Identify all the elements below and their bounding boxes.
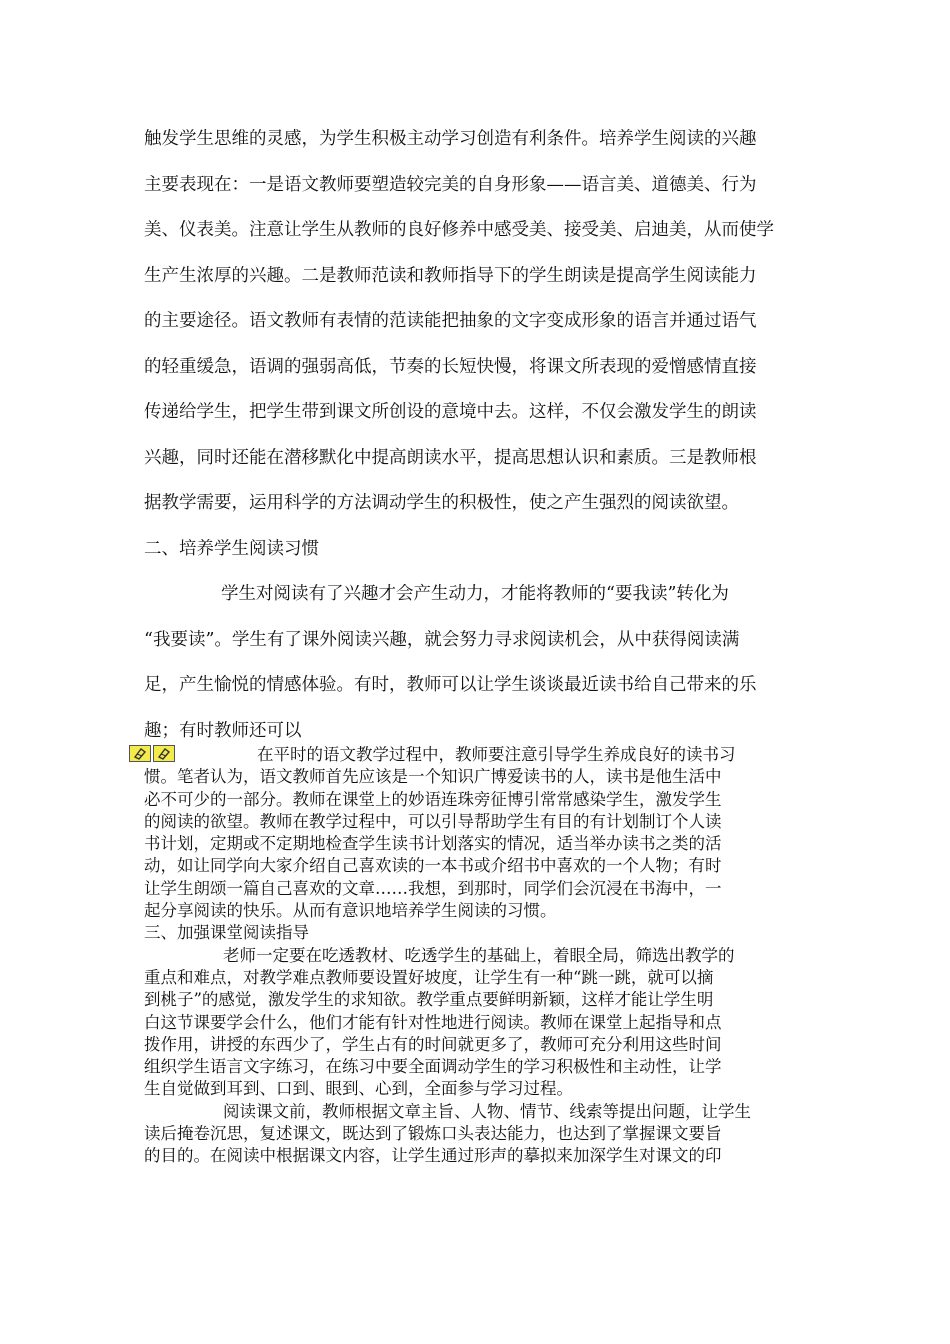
paragraph-line: 重点和难点，对教学难点教师要设置好坡度，让学生有一种“跳一跳，就可以摘 (144, 967, 714, 987)
paragraph-line: 的阅读的欲望。教师在教学过程中，可以引导帮助学生有目的有计划制订个人读 (144, 811, 722, 831)
section-heading: 二、培养学生阅读习惯 (144, 538, 319, 559)
paragraph-line: 美、仪表美。注意让学生从教师的良好修养中感受美、接受美、启迪美，从而使学 (144, 220, 774, 240)
paragraph-line: 趣；有时教师还可以 (144, 720, 302, 741)
paragraph-line: 据教学需要，运用科学的方法调动学生的积极性，使之产生强烈的阅读欲望。 (144, 493, 739, 513)
paragraph-line: 的目的。在阅读中根据课文内容，让学生通过形声的摹拟来加深学生对课文的印 (144, 1146, 722, 1166)
paragraph-line: 动，如让同学向大家介绍自己喜欢读的一本书或介绍书中喜欢的一个人物；有时 (144, 856, 722, 876)
upper-section (144, 117, 812, 754)
paragraph-line: 白这节课要学会什么，他们才能有针对性地进行阅读。教师在课堂上起指导和点 (144, 1012, 722, 1032)
paragraph-line: 在平时的语文教学过程中，教师要注意引导学生养成良好的读书习 (257, 745, 736, 764)
paragraph-line: 惯。笔者认为，语文教师首先应该是一个知识广博爱读书的人，读书是他生活中 (144, 767, 722, 787)
paragraph-line: 阅读课文前，教师根据文章主旨、人物、情节、线索等提出问题，让学生 (223, 1101, 751, 1121)
paragraph-line: 兴趣，同时还能在潜移默化中提高朗读水平，提高思想认识和素质。三是教师根 (144, 447, 757, 468)
paragraph-line: 触发学生思维的灵感，为学生积极主动学习创造有利条件。培养学生阅读的兴趣 (144, 129, 757, 149)
paragraph-line: 的轻重缓急，语调的强弱高低，节奏的长短快慢，将课文所表现的爱憎感情直接 (144, 356, 757, 377)
paragraph-line: 拨作用，讲授的东西少了，学生占有的时间就更多了，教师可充分利用这些时间 (144, 1034, 722, 1054)
paragraph-line: 读后掩卷沉思，复述课文，既达到了锻炼口头表达能力，也达到了掌握课文要旨 (144, 1124, 722, 1144)
paragraph-line: 生自觉做到耳到、口到、眼到、心到，全面参与学习过程。 (144, 1079, 573, 1099)
paragraph-line: 的主要途径。语文教师有表情的范读能把抽象的文字变成形象的语言并通过语气 (144, 311, 757, 331)
paragraph-line: 主要表现在：一是语文教师要塑造较完美的自身形象——语言美、道德美、行为 (144, 174, 757, 195)
lower-section (144, 744, 812, 1168)
paragraph-line: 必不可少的一部分。教师在课堂上的妙语连珠旁征博引常常感染学生，激发学生 (144, 789, 722, 809)
paragraph-line: 足，产生愉悦的情感体验。有时，教师可以让学生谈谈最近读书给自己带来的乐 (144, 675, 757, 695)
paragraph-line: “我要读”。学生有了课外阅读兴趣，就会努力寻求阅读机会，从中获得阅读满 (144, 629, 740, 650)
paragraph-line: 生产生浓厚的兴趣。二是教师范读和教师指导下的学生朗读是提高学生阅读能力 (144, 265, 757, 286)
section-heading: 三、加强课堂阅读指导 (144, 923, 309, 943)
paragraph-line: 老师一定要在吃透教材、吃透学生的基础上，着眼全局，筛选出教学的 (223, 945, 735, 965)
paragraph-line: 组织学生语言文字练习，在练习中要全面调动学生的学习积极性和主动性，让学 (144, 1057, 722, 1077)
paragraph-line: 让学生朗颂一篇自己喜欢的文章……我想，到那时，同学们会沉浸在书海中，一 (144, 878, 722, 898)
paragraph-line: 学生对阅读有了兴趣才会产生动力，才能将教师的“要我读”转化为 (221, 584, 729, 604)
paragraph-line: 书计划，定期或不定期地检查学生读书计划落实的情况，适当举办读书之类的活 (144, 834, 722, 854)
paragraph-line: 到桃子”的感觉，激发学生的求知欲。教学重点要鲜明新颖，这样才能让学生明 (144, 990, 714, 1010)
paragraph-line: 传递给学生，把学生带到课文所创设的意境中去。这样，不仅会激发学生的朗读 (144, 402, 757, 422)
paragraph-line: 起分享阅读的快乐。从而有意识地培养学生阅读的习惯。 (144, 901, 557, 921)
